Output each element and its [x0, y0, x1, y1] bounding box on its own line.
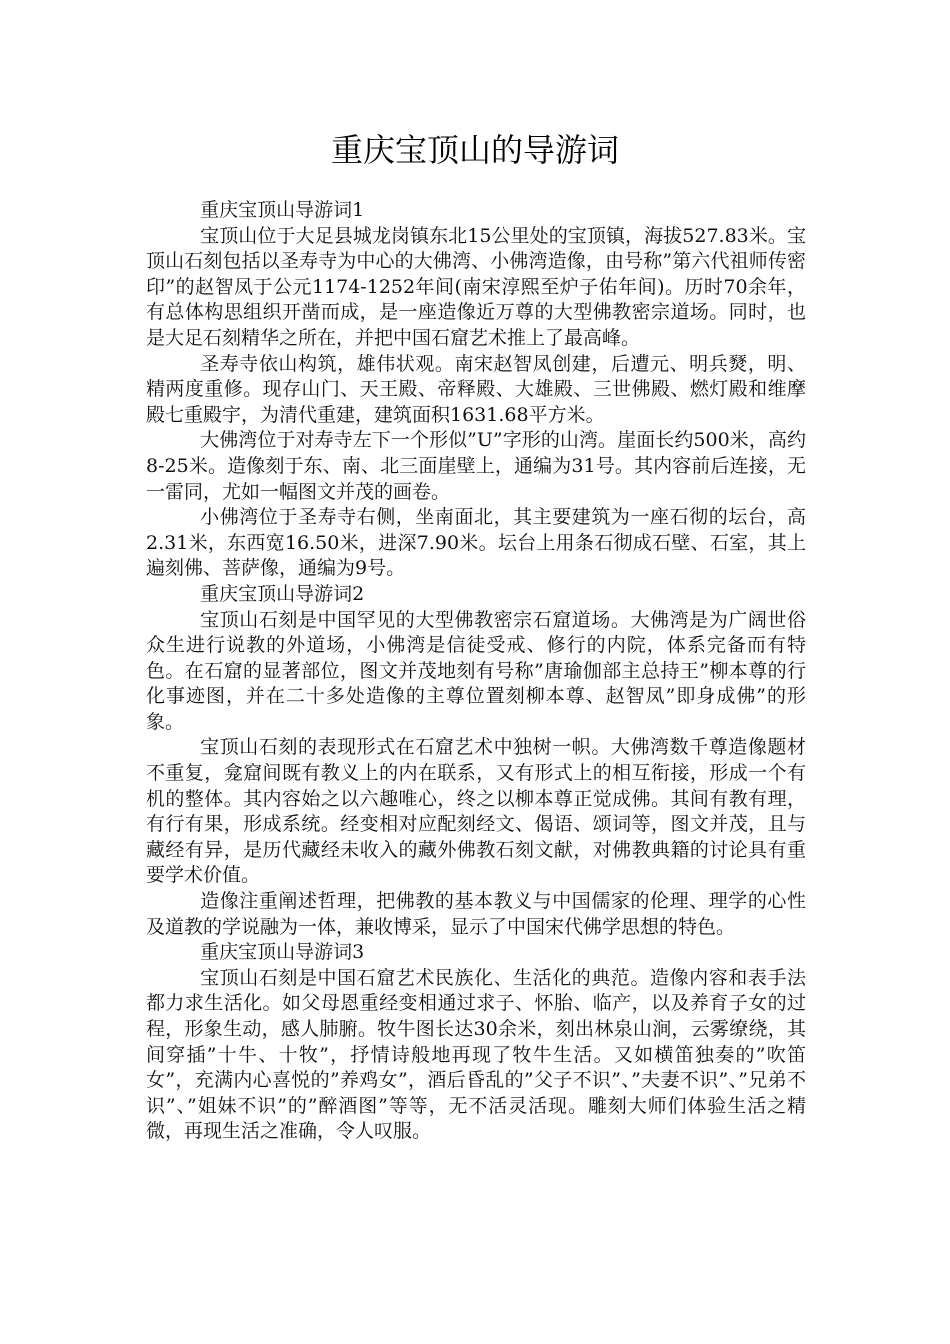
section-heading: 重庆宝顶山导游词1	[200, 199, 365, 221]
document-title: 重庆宝顶山的导游词	[330, 131, 619, 169]
paragraph: 宝顶山石刻的表现形式在石窟艺术中独树一帜。大佛湾数千尊造像题材不重复，龛窟间既有教义上的内在联系，又有形式上的相互衔接，形成一个有机的整体。其内容始之以六趣唯心，终之以柳本尊正觉成佛。其间有教有理，有行有果，形成系统。经变相对应配刻经文、偈语、颂词等，图文并茂，且与藏经有异，是历代藏经未收入的藏外佛教石刻文献，对佛教典籍的讨论具有重要学术价值。	[146, 736, 806, 887]
paragraph: 圣寿寺依山构筑，雄伟状观。南宋赵智凤创建，后遭元、明兵燹，明、精两度重修。现存山门、天王殿、帝释殿、大雄殿、三世佛殿、燃灯殿和维摩殿七重殿宇，为清代重建，建筑面积1631.68平方米。	[146, 352, 806, 426]
paragraph: 宝顶山石刻是中国罕见的大型佛教密宗石窟道场。大佛湾是为广阔世俗众生进行说教的外道场，小佛湾是信徒受戒、修行的内院，体系完备而有特色。在石窟的显著部位，图文并茂地刻有号称”唐瑜伽部主总持王”柳本尊的行化事迹图，并在二十多处造像的主尊位置刻柳本尊、赵智凤”即身成佛”的形象。	[146, 608, 806, 733]
paragraph: 宝顶山位于大足县城龙岗镇东北15公里处的宝顶镇，海拔527.83米。宝顶山石刻包括以圣寿寺为中心的大佛湾、小佛湾造像，由号称”第六代祖师传密印”的赵智凤于公元1174-1252年间(南宋淳熙至炉子佑年间)。历时70余年，有总体构思组织开凿而成，是一座造像近万尊的大型佛教密宗道场。同时，也是大足石刻精华之所在，并把中国石窟艺术推上了最高峰。	[146, 224, 806, 349]
paragraph: 大佛湾位于对寿寺左下一个形似”U”字形的山湾。崖面长约500米，高约8-25米。造像刻于东、南、北三面崖壁上，通编为31号。其内容前后连接，无一雷同，尤如一幅图文并茂的画卷。	[146, 429, 806, 503]
section-heading: 重庆宝顶山导游词3	[200, 941, 365, 964]
document-body	[146, 198, 806, 1145]
section-heading: 重庆宝顶山导游词2	[200, 582, 365, 605]
paragraph: 造像注重阐述哲理，把佛教的基本教义与中国儒家的伦理、理学的心性及道教的学说融为一体，兼收博采，显示了中国宋代佛学思想的特色。	[146, 890, 806, 938]
paragraph: 宝顶山石刻是中国石窟艺术民族化、生活化的典范。造像内容和表手法都力求生活化。如父母恩重经变相通过求子、怀胎、临产，以及养育子女的过程，形象生动，感人肺腑。牧牛图长达30余米，刻出林泉山涧，云雾缭绕，其间穿插”十牛、十牧”，抒情诗般地再现了牧牛生活。又如横笛独奏的”吹笛女”，充满内心喜悦的”养鸡女”，酒后昏乱的”父子不识”、”夫妻不识”、”兄弟不识”、”姐妹不识”的”醉酒图”等等，无不活灵活现。雕刻大师们体验生活之精微，再现生活之准确，令人叹服。	[146, 966, 806, 1143]
paragraph: 小佛湾位于圣寿寺右侧，坐南面北，其主要建筑为一座石彻的坛台，高2.31米，东西宽16.50米，进深7.90米。坛台上用条石彻成石壁、石室，其上遍刻佛、菩萨像，通编为9号。	[146, 506, 806, 580]
